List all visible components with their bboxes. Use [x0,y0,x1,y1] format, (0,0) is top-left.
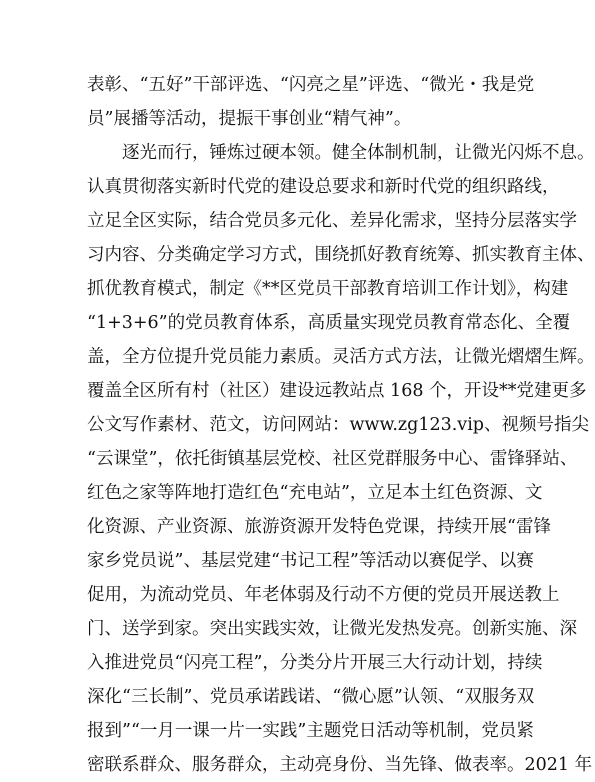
text-line: 逐光而行，锤炼过硬本领。健全体制机制，让微光闪烁不息。 [87,143,595,163]
text-line: 表彰、“五好”干部评选、“闪亮之星”评选、“微光・我是党 [87,75,535,95]
text-line: 习内容、分类确定学习方式，围绕抓好教育统筹、抓实教育主体、 [87,245,595,265]
text-line: 入推进党员“闪亮工程”，分类分片开展三大行动计划，持续 [87,653,543,673]
text-line: “云课堂”，依托街镇基层党校、社区党群服务中心、雷锋驿站、 [87,449,578,469]
text-line: 门、送学到家。突出实践实效，让微光发热发亮。创新实施、深 [87,619,577,639]
text-line: 报到”“一月一课一片一实践”主题党日活动等机制，党员紧 [87,721,534,741]
text-line: 公文写作素材、范文，访问网站：www.zg123.vip、视频号指尖 [87,415,589,435]
paragraph-1 [87,68,535,136]
text-line: 立足全区实际，结合党员多元化、差异化需求，坚持分层落实学 [87,211,577,231]
text-line: 抓优教育模式，制定《**区党员干部教育培训工作计划》，构建 [87,279,569,299]
text-line: 员”展播等活动，提振干事创业“精气神”。 [87,109,412,129]
text-line: 覆盖全区所有村（社区）建设远教站点 168 个，开设**党建更多 [87,381,587,401]
text-line: 盖，全方位提升党员能力素质。灵活方式方法，让微光熠熠生辉。 [87,347,595,367]
text-line: 促用，为流动党员、年老体弱及行动不方便的党员开展送教上 [87,585,560,605]
text-line: 密联系群众、服务群众，主动亮身份、当先锋、做表率。2021 年 [87,755,593,775]
text-line: 家乡党员说”、基层党建“书记工程”等活动以赛促学、以赛 [87,551,534,571]
text-line: 深化“三长制”、党员承诺践诺、“微心愿”认领、“双服务双 [87,687,535,707]
text-line: 化资源、产业资源、旅游资源开发特色党课，持续开展“雷锋 [87,517,551,537]
paragraph-2 [87,136,595,782]
text-line: “1+3+6”的党员教育体系，高质量实现党员教育常态化、全覆 [87,313,571,333]
text-line: 认真贯彻落实新时代党的建设总要求和新时代党的组织路线， [87,177,560,197]
text-line: 红色之家等阵地打造红色“充电站”，立足本土红色资源、文 [87,483,543,503]
